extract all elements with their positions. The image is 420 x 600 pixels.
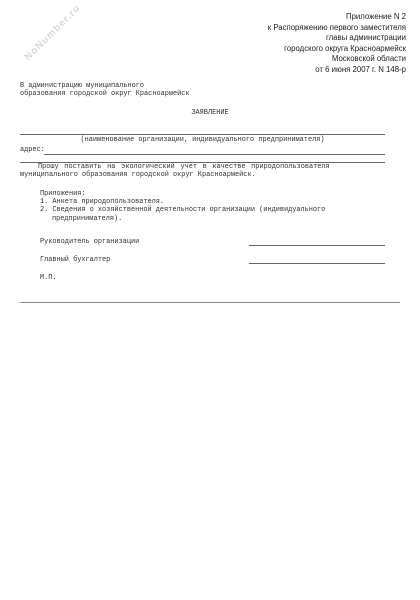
request-line-2: муниципального образования городской округ Красноармейск.: [20, 171, 256, 180]
accountant-signature-line: [249, 263, 385, 264]
stamp-label: М.П.: [40, 274, 57, 282]
appendix-line: от 6 июня 2007 г. N 148-р: [315, 64, 406, 74]
organization-name-line: [20, 134, 385, 135]
addressee-line-2: образования городской округ Красноармейск: [20, 90, 190, 99]
head-signature-line: [249, 245, 385, 246]
watermark: NoNumber.ru: [22, 2, 83, 63]
accountant-signature-label: Главный бухгалтер: [40, 256, 111, 264]
attachment-item-1: 1. Анкета природопользователя.: [40, 198, 165, 207]
attachment-item-2-cont: предпринимателя).: [52, 214, 123, 223]
organization-caption: (наименование организации, индивидуального предпринимателя): [80, 136, 325, 144]
attachment-item-2: 2. Сведения о хозяйственной деятельности организации (индивидуального: [40, 206, 326, 215]
appendix-line: к Распоряжению первого заместителя: [267, 22, 406, 32]
address-label: адрес:: [20, 146, 45, 154]
document-title: ЗАЯВЛЕНИЕ: [191, 109, 229, 117]
appendix-line: городского округа Красноармейск: [284, 43, 406, 53]
addressee: [20, 82, 190, 98]
appendix-line: Приложение N 2: [345, 12, 406, 21]
appendix-line: Московской области: [331, 54, 406, 64]
request-text: [20, 163, 388, 179]
appendix-header: [206, 12, 406, 76]
addressee-line-1: В администрацию муниципального: [20, 82, 145, 90]
address-line: [44, 154, 385, 155]
bottom-divider: [20, 302, 400, 303]
request-line-1: Прошу поставить на экологический учет в качестве природопользователя: [38, 163, 330, 171]
appendix-line: главы администрации: [325, 33, 406, 43]
attachments-heading: Приложения:: [40, 190, 86, 198]
head-signature-label: Руководитель организации: [40, 238, 140, 246]
attachments: [40, 190, 325, 223]
